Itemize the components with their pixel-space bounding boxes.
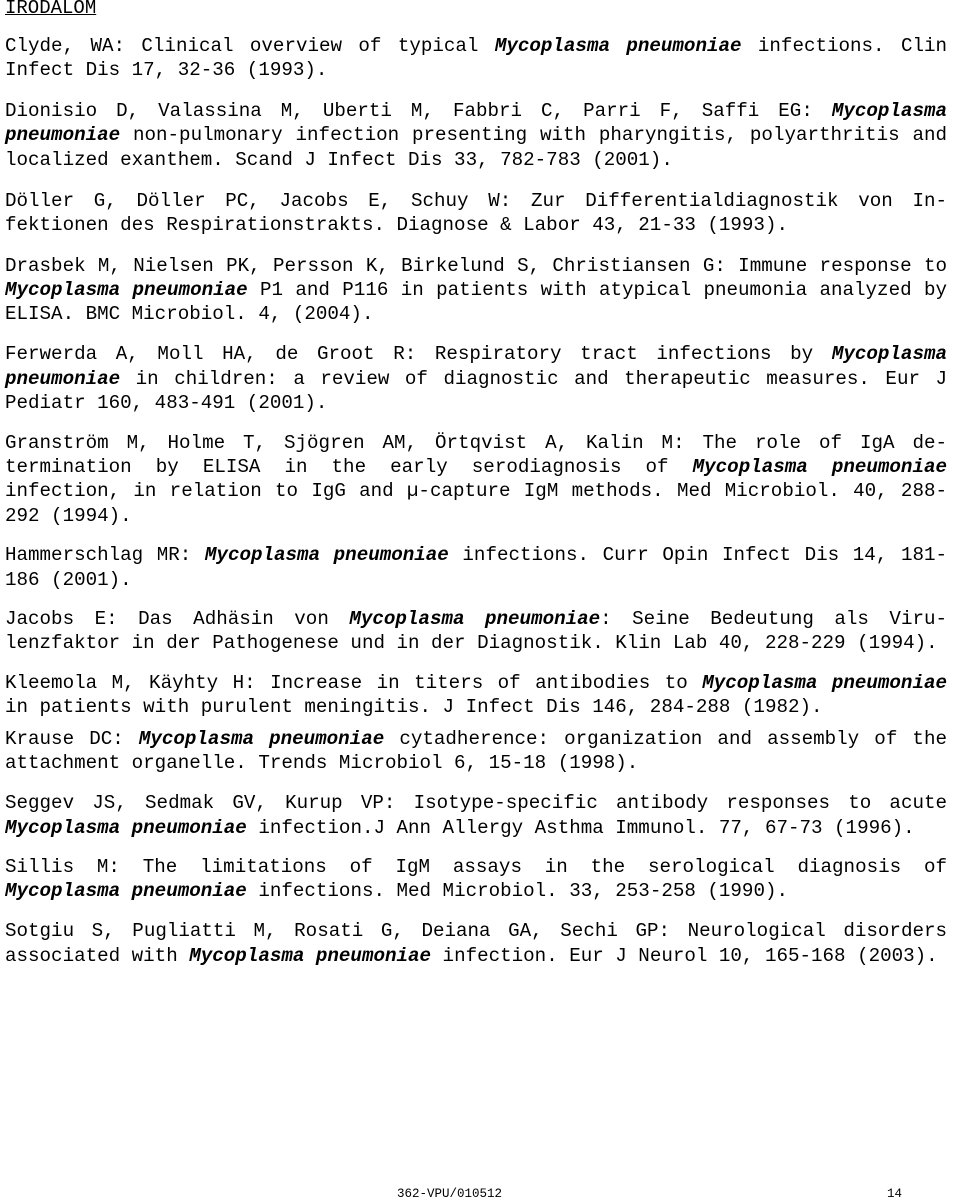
species-name: Mycoplasma pneumoniae: [5, 278, 248, 301]
species-name: Mycoplasma pneumoniae: [494, 35, 742, 57]
reference-item: [5, 919, 947, 968]
ref-text: Hammerschlag MR:: [5, 544, 205, 567]
ref-text: Döller G, Döller PC, Jacobs E, Schuy W: Zur Differentialdiagnostik von Infektionen des Respirationstrakts. Diagnose & Labor 43, 21-33 (1993).: [5, 189, 947, 237]
reference-item: [5, 727, 947, 776]
reference-item: [5, 34, 947, 83]
ref-text: in patients with purulent meningitis. J Infect Dis 146, 284-288 (1982).: [5, 696, 823, 718]
reference-item: [5, 671, 947, 720]
ref-text: Jacobs E: Das Adhäsin von: [5, 608, 350, 631]
ref-text: infection. Eur J Neurol 10, 165-168 (2003).: [431, 944, 938, 967]
ref-text: Clyde, WA: Clinical overview of typical: [5, 35, 495, 57]
ref-text: Kleemola M, Käyhty H: Increase in titers of antibodies to: [5, 671, 703, 694]
ref-text: infections. Med Microbiol. 33, 253-258 (1990).: [246, 880, 788, 903]
reference-item: [5, 254, 947, 327]
page-heading: IRODALOM: [5, 0, 97, 19]
ref-text: infection, in relation to IgG and µ-capture IgM methods. Med Microbiol. 40, 288-292 (1994).: [5, 480, 947, 527]
reference-item: [5, 791, 947, 840]
ref-text: in children: a review of diagnostic and therapeutic measures. Eur J Pediatr 160, 483-491 (2001).: [5, 367, 947, 414]
ref-text: Sotgiu S, Pugliatti M, Rosati G, Deiana GA, Sechi GP: Neurological disorders associated with: [5, 920, 947, 967]
species-name: Mycoplasma pneumoniae: [5, 343, 947, 390]
species-name: Mycoplasma pneumoniae: [349, 608, 601, 631]
ref-text: Drasbek M, Nielsen PK, Persson K, Birkelund S, Christiansen G: Immune response to: [5, 254, 947, 277]
ref-text: Dionisio D, Valassina M, Uberti M, Fabbri C, Parri F, Saffi EG:: [5, 100, 832, 123]
ref-text: Ferwerda A, Moll HA, de Groot R: Respiratory tract infections by: [5, 343, 832, 366]
ref-text: P1 and P116 in patients with atypical pneumonia analyzed by ELISA. BMC Microbiol. 4, (2004).: [5, 278, 947, 326]
reference-item: [5, 543, 947, 592]
reference-item: [5, 342, 947, 415]
ref-text: infection.J Ann Allergy Asthma Immunol. 77, 67-73 (1996).: [246, 816, 915, 839]
reference-item: [5, 431, 947, 528]
species-name: Mycoplasma pneumoniae: [5, 816, 247, 839]
ref-text: Granström M, Holme T, Sjögren AM, Örtqvist A, Kalin M: The role of IgA determination by ELISA in the early serodiagnosis of: [5, 431, 947, 478]
ref-text: cytadherence: organization and assembly of the attachment organelle. Trends Microbiol 6, 15-18 (1998).: [5, 727, 947, 775]
species-name: Mycoplasma pneumoniae: [692, 455, 947, 478]
ref-text: : Seine Bedeutung als Virulenzfaktor in der Pathogenese und in der Diagnostik. Klin Lab 40, 228-229 (1994).: [5, 608, 947, 655]
document-code: 362-VPU/010512: [397, 1187, 503, 1201]
ref-text: Seggev JS, Sedmak GV, Kurup VP: Isotype-specific antibody responses to acute: [5, 792, 947, 815]
reference-item: [5, 189, 947, 238]
reference-item: [5, 855, 947, 904]
species-name: Mycoplasma pneumoniae: [204, 544, 449, 567]
species-name: Mycoplasma pneumoniae: [138, 727, 385, 750]
species-name: Mycoplasma pneumoniae: [5, 100, 947, 147]
ref-text: non-pulmonary infection presenting with pharyngitis, polyarthritis and localized exanthem. Scand J Infect Dis 33, 782-783 (2001).: [5, 124, 947, 171]
ref-text: infections. Curr Opin Infect Dis 14, 181-186 (2001).: [5, 544, 947, 591]
ref-text: Sillis M: The limitations of IgM assays in the serological diagnosis of: [5, 856, 947, 879]
reference-list: [5, 34, 947, 968]
species-name: Mycoplasma pneumoniae: [5, 880, 247, 903]
ref-text: Krause DC:: [5, 727, 139, 750]
reference-item: [5, 607, 947, 656]
reference-item: [5, 99, 947, 172]
page-number: 14: [887, 1187, 903, 1201]
species-name: Mycoplasma pneumoniae: [189, 944, 432, 967]
ref-text: infections. Clin Infect Dis 17, 32-36 (1993).: [5, 35, 948, 82]
species-name: Mycoplasma pneumoniae: [702, 671, 947, 694]
